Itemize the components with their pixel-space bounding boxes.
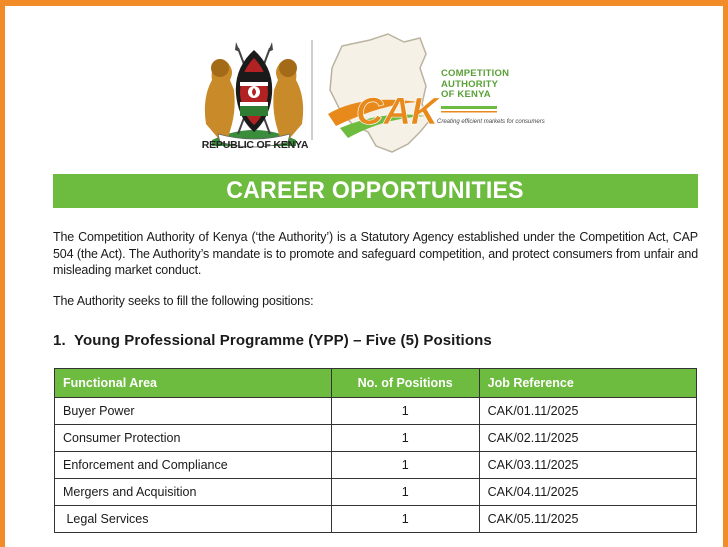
- table-row: [55, 479, 697, 506]
- positions-lead-in: The Authority seeks to fill the following positions:: [53, 294, 314, 308]
- functional-area-cell: Mergers and Acquisition: [55, 479, 332, 506]
- table-row: [55, 506, 697, 533]
- republic-of-kenya-caption: REPUBLIC OF KENYA: [201, 139, 309, 151]
- job-reference-cell: CAK/05.11/2025: [479, 506, 696, 533]
- positions-count-cell: 1: [331, 398, 479, 425]
- page-border-left: [0, 0, 5, 547]
- career-opportunities-banner: [53, 174, 698, 208]
- cak-tagline: Creating efficient markets for consumers: [437, 119, 545, 125]
- positions-count-cell: 1: [331, 479, 479, 506]
- logo-divider: [311, 40, 313, 140]
- functional-area-cell: Buyer Power: [55, 398, 332, 425]
- functional-area-cell: Consumer Protection: [55, 425, 332, 452]
- table-row: [55, 452, 697, 479]
- cak-title-line-3: OF KENYA: [441, 89, 491, 100]
- header-functional-area: Functional Area: [55, 369, 332, 398]
- kenya-coat-of-arms-icon: [198, 28, 310, 154]
- section-heading-ypp: [53, 332, 492, 349]
- functional-area-cell: Legal Services: [55, 506, 332, 533]
- page-border-right: [723, 0, 728, 547]
- positions-table: [54, 368, 697, 533]
- header-no-of-positions: No. of Positions: [331, 369, 479, 398]
- banner-title: CAREER OPPORTUNITIES: [226, 177, 525, 204]
- positions-count-cell: 1: [331, 425, 479, 452]
- intro-paragraph: The Competition Authority of Kenya (‘the Authority’) is a Statutory Agency established under the Competition Act, CAP 504 (the Act). The Authority’s mandate is to promote and safeguard competition, and protect consumers from unfair and misleading market conduct.: [53, 230, 698, 277]
- job-reference-cell: CAK/04.11/2025: [479, 479, 696, 506]
- job-reference-cell: CAK/03.11/2025: [479, 452, 696, 479]
- section-heading-text: 1. Young Professional Programme (YPP) – Five (5) Positions: [53, 332, 492, 349]
- job-reference-cell: CAK/01.11/2025: [479, 398, 696, 425]
- cak-letters: CAK: [356, 91, 439, 133]
- table-row: [55, 425, 697, 452]
- functional-area-cell: Enforcement and Compliance: [55, 452, 332, 479]
- job-reference-cell: CAK/02.11/2025: [479, 425, 696, 452]
- table-row: [55, 398, 697, 425]
- positions-count-cell: 1: [331, 452, 479, 479]
- cak-title-line-1: COMPETITION: [441, 68, 510, 79]
- page-border-top: [0, 0, 728, 6]
- cak-title-line-2: AUTHORITY: [441, 78, 499, 90]
- cak-logo-title: [441, 69, 509, 101]
- table-header-row: [55, 369, 697, 398]
- header-job-reference: Job Reference: [479, 369, 696, 398]
- positions-count-cell: 1: [331, 506, 479, 533]
